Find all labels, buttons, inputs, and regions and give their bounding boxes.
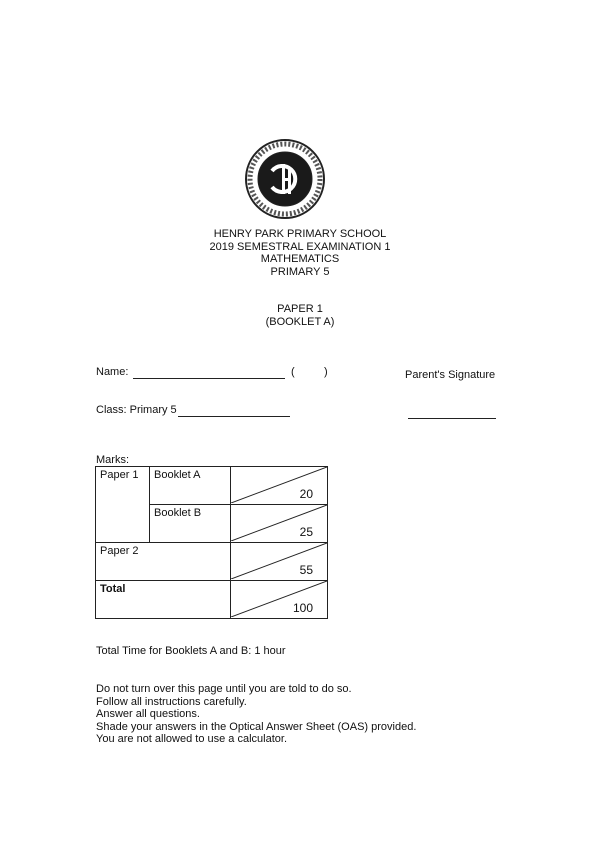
parent-signature-line[interactable] [408, 418, 496, 419]
exam-title: 2019 SEMESTRAL EXAMINATION 1 [209, 240, 391, 253]
instruction-item: Answer all questions. [96, 708, 200, 720]
paper-heading [0, 303, 600, 328]
name-line[interactable] [133, 378, 285, 379]
booklet-b-cell [150, 505, 231, 543]
marks-table [95, 466, 328, 619]
booklet-b-max: 25 [299, 525, 313, 539]
instruction-item: Follow all instructions carefully. [96, 695, 247, 708]
time-note: Total Time for Booklets A and B: 1 hour [96, 645, 286, 657]
instruction-item: You are not allowed to use a calculator. [96, 733, 288, 745]
booklet-title: (BOOKLET A) [265, 315, 335, 328]
total-max: 100 [292, 601, 313, 615]
exam-header [0, 228, 600, 278]
index-paren-open: ( [291, 366, 295, 378]
class-line[interactable] [178, 416, 290, 417]
booklet-a-cell [150, 467, 231, 505]
paper2-label: Paper 2 [100, 545, 139, 557]
instruction-item: Shade your answers in the Optical Answer Sheet (OAS) provided. [96, 720, 417, 733]
subject-title: MATHEMATICS [260, 253, 340, 265]
paper2-max: 55 [299, 563, 313, 577]
total-cell [96, 581, 231, 619]
booklet-b-label: Booklet B [154, 507, 202, 519]
booklet-a-max: 20 [299, 487, 313, 501]
parent-signature-label: Parent's Signature [405, 369, 496, 381]
level-title: PRIMARY 5 [270, 265, 330, 278]
total-label: Total [100, 583, 126, 595]
instruction-item: Do not turn over this page until you are told to do so. [96, 683, 352, 695]
school-crest-icon [244, 138, 326, 220]
paper1-label: Paper 1 [100, 469, 139, 481]
total-score-cell[interactable] [231, 581, 328, 619]
booklet-a-label: Booklet A [154, 469, 201, 481]
paper-title: PAPER 1 [277, 303, 323, 315]
booklet-a-score-cell[interactable] [231, 467, 328, 505]
class-label: Class: Primary 5 [96, 404, 177, 416]
instructions [96, 683, 416, 746]
name-label: Name: [96, 366, 129, 378]
marks-label: Marks: [96, 454, 129, 466]
paper2-cell [96, 543, 231, 581]
paper2-score-cell[interactable] [231, 543, 328, 581]
booklet-b-score-cell[interactable] [231, 505, 328, 543]
school-name: HENRY PARK PRIMARY SCHOOL [213, 228, 387, 240]
paper1-cell [96, 467, 150, 543]
index-paren-close: ) [324, 366, 328, 378]
